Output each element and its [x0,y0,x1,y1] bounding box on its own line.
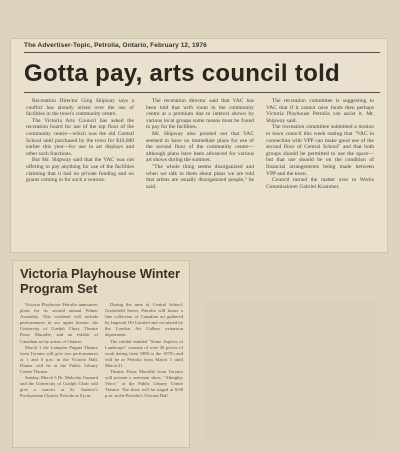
paragraph: Council turned the matter over to Works Commissioner Gabriel Krammer. [266,177,374,190]
newspaper-masthead: The Advertiser-Topic, Petrolia, Ontario, February 12, 1976 [24,42,207,49]
paragraph: March 1 the Lampton Puppet Theatre from Toronto will give two performances at 1 and 3 p.m. in the Victoria Hall. Dinner will be at the Public Library Centre Theatre. [20,344,98,375]
article-column-2 [105,302,183,400]
article-headline: Victoria Playhouse Winter Program Set [20,266,181,296]
paragraph: The recreation committee submitted a motion to town council this week stating that "VAC in connection with VPP can make good use of the second floor of Central School" and that both groups should be permitted to use the space—but that use should be on the condition of financial arrangements being made between VPP and the town. [266,124,374,177]
headline-rule [24,92,380,93]
article-column-2 [146,98,254,190]
article-column-3 [266,98,374,190]
paragraph: The Victoria Arts Council has asked the recreation board for use of the top floor of the community centre—which was the old Central School until purchased by the town for $10,000 earlier this year—for use in art displays and other such functions. [26,117,134,157]
article-clipping-winter-program [12,260,190,448]
paper-stain [205,300,375,440]
article-column-1 [26,98,134,184]
paragraph: The recreation director said that VAC has been told that with room in the community centre at a premium due to interest shown by various local groups some means must be found to pay for the facilities. [146,98,254,131]
paragraph: Victoria Playhouse Petrolia announces plans for its second annual Winter Assembly. This weekend will include performances in our upper theatre, the University of Guelph Choir, Theatre Passe Muraille, and an exhibit of Canadian art by artists of Ontario. [20,302,98,344]
article-clipping-arts-council [10,38,388,253]
article-headline: Gotta pay, arts council told [24,60,340,87]
paragraph: Mr. Shipway also pointed out that VAC seemed to have no immediate plans for use of the second floor of the community centre—although plans have been advanced for various art shows during the summer. [146,130,254,164]
paragraph: "The whole thing seems disorganized and when we talk to them about plans we are told that artists are usually disorganized people," he said. [146,163,254,190]
paragraph: During the time of Central School, Greenfield Street, Petrolia will house a fine collection of Canadian art gathered by Imperial Oil Limited and circulated by the London Art Gallery extension department. [105,302,183,338]
masthead-rule [24,52,380,53]
article-column-1 [20,302,98,400]
paragraph: The exhibit entitled "Some Aspects of Landscape" consists of over 30 pieces of work dating from 1880 to the 1970's and will be at Petrolia from March 1 until March 21. [105,338,183,368]
paragraph: Sunday, March 3 Dr. Malcolm Gazzard and the University of Guelph Choir will give a concert at St. Andrew's Presbyterian Church, Petrolia at 8 p.m. [20,375,98,399]
paragraph: The recreation committee is suggesting to VAC that if it cannot raise funds then perhaps Victoria Playhouse Petrolia can assist it, Mr. Shipway said. [266,98,374,124]
paragraph: But Mr. Shipway said that the VAC was not offering to pay anything for use of the facilities claiming that it had no private funding and no grants coming in for such a venture. [26,157,134,184]
paragraph: Recreation Director Greg Shipway says a conflict has already arisen over the use of facilities in the town's community centre. [26,98,134,118]
paragraph: Theatre Passe Muraille from Toronto will present a one-man show, "Almighty Voice," at the Public Library Centre Theatre. The show will be staged at 8:00 p.m. in the Petrolia's Victoria Hall. [105,369,183,399]
